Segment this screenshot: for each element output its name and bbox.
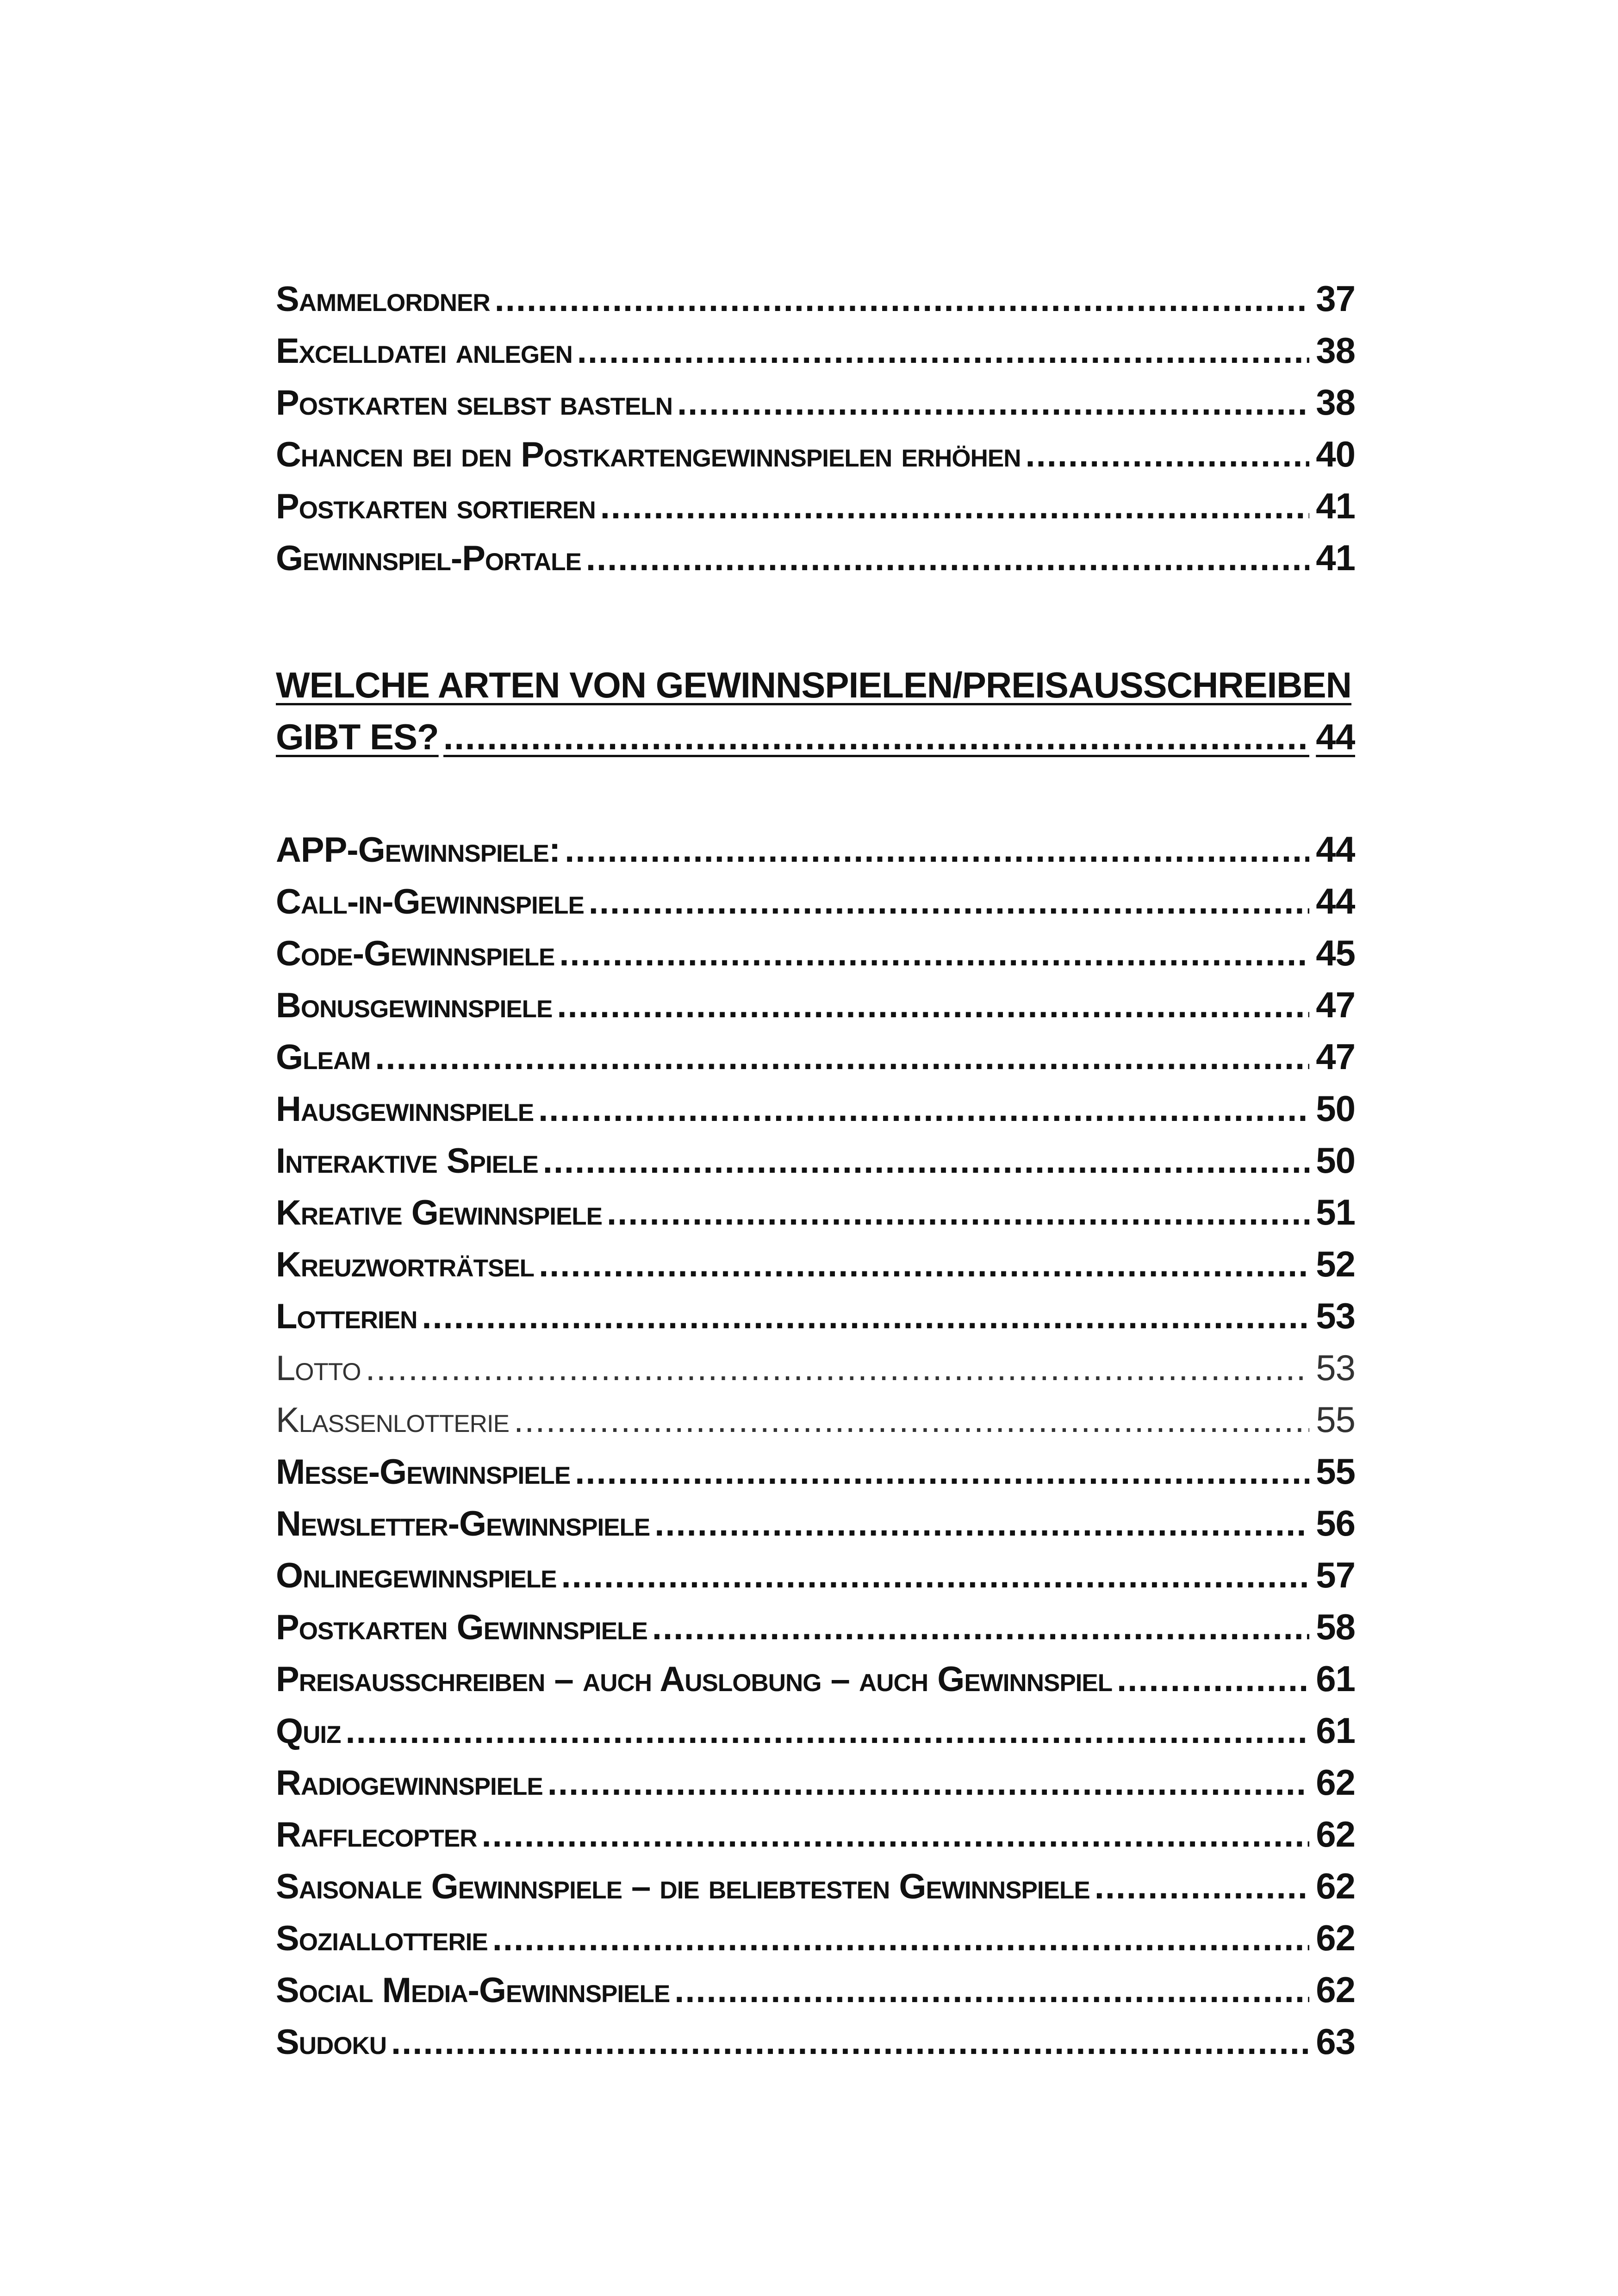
toc-entry-label: Lotterien [276,1297,417,1336]
chapter-heading-line2 [276,711,1355,763]
toc-entry-label: Hausgewinnspiele [276,1089,534,1129]
toc-entry-page: 50 [1316,1140,1355,1181]
toc-entry-label: Bonusgewinnspiele [276,986,553,1025]
toc-entry-page: 57 [1316,1555,1355,1595]
toc-entry-label: Soziallotterie [276,1919,488,1958]
toc-subentry[interactable] [276,1347,1355,1399]
toc-entry[interactable] [276,1243,1355,1295]
chapter-heading-line2-text: GIBT ES? [276,716,439,757]
toc-entry[interactable] [276,1917,1355,1969]
toc-leader-dots [492,1918,1310,1959]
toc-entry-page: 51 [1316,1192,1355,1232]
toc-entry-label: Excelldatei anlegen [276,331,573,371]
toc-leader-dots [495,279,1310,319]
toc-entry-page: 38 [1316,330,1355,371]
toc-entry[interactable] [276,828,1355,880]
toc-leader-dots [443,711,1310,763]
toc-entry-label: Code-Gewinnspiele [276,934,555,973]
toc-entry[interactable] [276,984,1355,1036]
toc-leader-dots [539,1244,1309,1285]
toc-leader-dots [538,1089,1309,1129]
toc-entry-page: 62 [1316,1762,1355,1803]
toc-entry[interactable] [276,1710,1355,1761]
toc-leader-dots [674,1970,1309,2010]
toc-leader-dots [1025,435,1309,475]
toc-entry-label: APP-Gewinnspiele: [276,830,560,870]
toc-entry-page: 62 [1316,1814,1355,1854]
toc-entry-page: 44 [1316,829,1355,870]
toc-entry-page: 45 [1316,933,1355,973]
toc-entry-label: Kreuzworträtsel [276,1245,535,1284]
toc-entry-label: Quiz [276,1711,341,1751]
toc-entry[interactable] [276,1191,1355,1243]
toc-leader-dots [557,985,1309,1026]
toc-entry-label: Lotto [276,1349,361,1388]
toc-entry[interactable] [276,433,1355,485]
toc-entry[interactable] [276,1036,1355,1088]
toc-entry-page: 62 [1316,1969,1355,2010]
toc-entry-page: 53 [1316,1295,1355,1336]
chapter-heading[interactable] [276,659,1355,763]
toc-entry-page: 55 [1316,1399,1355,1440]
toc-entry[interactable] [276,1606,1355,1658]
toc-entry[interactable] [276,880,1355,932]
toc-entry[interactable] [276,1502,1355,1554]
toc-entry-page: 63 [1316,2021,1355,2062]
toc-entry-page: 38 [1316,382,1355,423]
toc-entry-page: 62 [1316,1917,1355,1958]
toc-subentry[interactable] [276,1399,1355,1450]
toc-entry-label: Rafflecopter [276,1815,477,1854]
toc-entry-page: 47 [1316,984,1355,1025]
toc-entry-page: 56 [1316,1503,1355,1543]
toc-entry-label: Kreative Gewinnspiele [276,1193,603,1232]
toc-entry[interactable] [276,1761,1355,1813]
toc-entry-page: 37 [1316,278,1355,319]
toc-entry-page: 61 [1316,1710,1355,1751]
toc-entry[interactable] [276,1088,1355,1139]
toc-entry-label: Klassenlotterie [276,1400,509,1440]
chapter-heading-line1: WELCHE ARTEN VON GEWINNSPIELEN/PREISAUSSCHREIBEN [276,665,1351,705]
toc-entry-label: Call-in-Gewinnspiele [276,882,584,921]
toc-entry[interactable] [276,537,1355,589]
toc-leader-dots [577,331,1310,371]
toc-entry-page: 52 [1316,1244,1355,1284]
toc-entry-page: 41 [1316,485,1355,526]
toc-leader-dots [346,1711,1310,1751]
toc-group-postkarten [276,278,1355,589]
toc-leader-dots [543,1141,1310,1181]
toc-leader-dots [548,1763,1309,1803]
toc-leader-dots [375,1037,1309,1077]
toc-entry-page: 53 [1316,1347,1355,1388]
toc-entry[interactable] [276,485,1355,537]
toc-entry-label: Messe-Gewinnspiele [276,1452,571,1492]
toc-entry-page: 62 [1316,1866,1355,1906]
toc-entry[interactable] [276,1865,1355,1917]
toc-entry-label: Preisausschreiben – auch Auslobung – auch Gewinnspiel [276,1660,1113,1699]
toc-leader-dots [565,830,1309,870]
toc-entry-page: 58 [1316,1606,1355,1647]
toc-entry[interactable] [276,381,1355,433]
toc-leader-dots [514,1400,1309,1440]
chapter-heading-page: 44 [1316,716,1355,757]
toc-leader-dots [391,2022,1309,2062]
toc-leader-dots [481,1815,1309,1855]
toc-entry-page: 50 [1316,1088,1355,1129]
toc-entry-label: Gewinnspiel-Portale [276,539,581,578]
toc-entry[interactable] [276,1969,1355,2021]
toc-leader-dots [575,1452,1309,1492]
toc-entry-label: Chancen bei den Postkartengewinnspielen erhöhen [276,435,1021,474]
toc-leader-dots [559,933,1309,974]
toc-leader-dots [600,486,1309,527]
toc-entry[interactable] [276,932,1355,984]
toc-entry-page: 55 [1316,1451,1355,1492]
toc-leader-dots [366,1348,1310,1388]
toc-leader-dots [422,1296,1309,1337]
toc-entry-label: Onlinegewinnspiele [276,1556,557,1595]
toc-leader-dots [652,1607,1309,1648]
toc-entry-page: 47 [1316,1036,1355,1077]
toc-entry[interactable] [276,1554,1355,1606]
toc-entry-label: Social Media-Gewinnspiele [276,1971,670,2010]
toc-entry[interactable] [276,278,1355,330]
toc-leader-dots [586,538,1309,579]
toc-leader-dots [677,383,1309,423]
toc-entry-label: Saisonale Gewinnspiele – die beliebtesten Gewinnspiele [276,1867,1090,1906]
toc-entry-page: 41 [1316,537,1355,578]
toc-entry-label: Postkarten selbst basteln [276,383,673,423]
toc-leader-dots [561,1556,1310,1596]
toc-entry-label: Newsletter-Gewinnspiele [276,1504,650,1543]
toc-entry[interactable] [276,1813,1355,1865]
toc-entry[interactable] [276,2021,1355,2072]
toc-entry-page: 40 [1316,434,1355,474]
toc-entry-label: Postkarten Gewinnspiele [276,1608,647,1647]
toc-entry[interactable] [276,1450,1355,1502]
toc-entry-page: 44 [1316,881,1355,921]
toc-entry[interactable] [276,1658,1355,1710]
toc-entry[interactable] [276,1139,1355,1191]
toc-entry[interactable] [276,1295,1355,1347]
toc-leader-dots [589,882,1309,922]
toc-entry-page: 61 [1316,1658,1355,1699]
toc-leader-dots [607,1193,1309,1233]
toc-entry-label: Sudoku [276,2022,387,2062]
toc-entry-label: Postkarten sortieren [276,487,596,526]
toc-entry[interactable] [276,330,1355,381]
toc-leader-dots [1117,1659,1309,1699]
toc-entry-label: Gleam [276,1038,371,1077]
toc-entry-label: Interaktive Spiele [276,1141,538,1181]
toc-leader-dots [1095,1867,1310,1907]
toc-entry-label: Sammelordner [276,280,490,319]
toc-group-gewinnspielarten [276,828,1355,2072]
toc-entry-label: Radiogewinnspiele [276,1763,543,1803]
toc-leader-dots [654,1504,1309,1544]
